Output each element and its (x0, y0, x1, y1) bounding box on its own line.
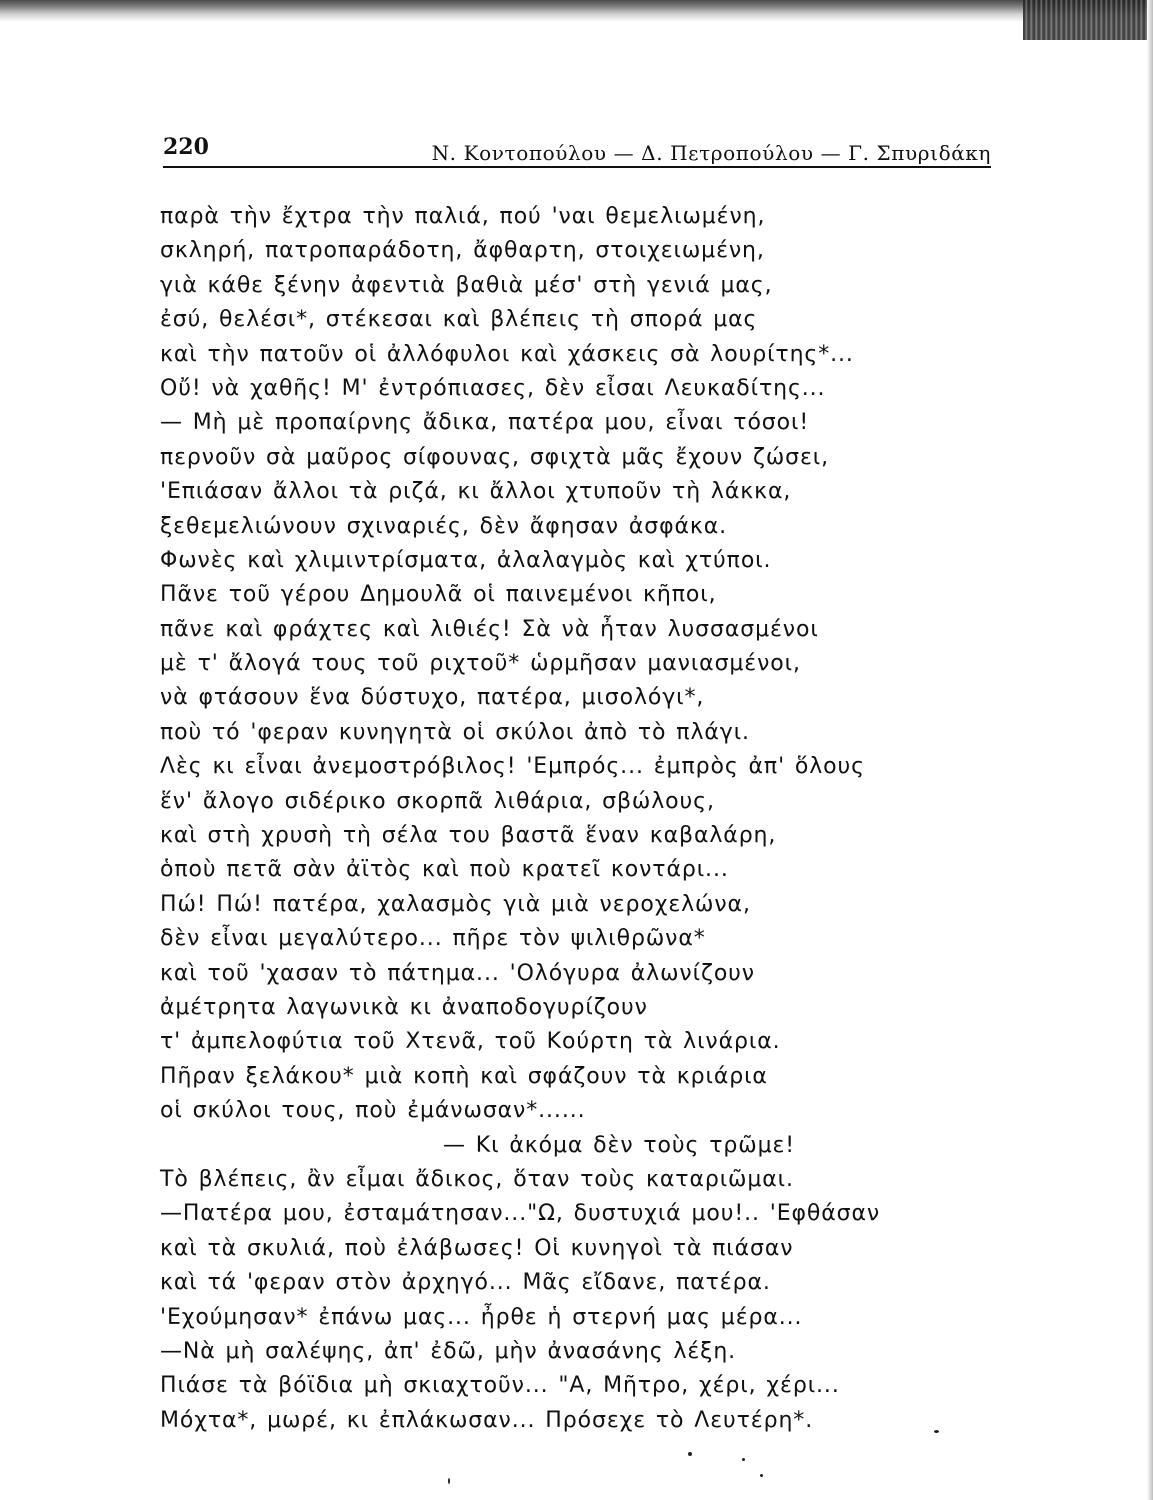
poem-line: Μόχτα*, μωρέ, κι ἐπλάκωσαν... Πρόσεχε τὸ Λευτέρη*. (160, 1407, 814, 1433)
scan-speck (688, 1452, 692, 1456)
poem-line: ἕν' ἄλογο σιδέρικο σκορπᾶ λιθάρια, σβώλους, (160, 788, 715, 814)
scan-binding-shadow (1023, 0, 1153, 40)
poem-line: ὁποὺ πετᾶ σὰν ἀϊτὸς καὶ ποὺ κρατεῖ κοντάρι... (160, 857, 729, 883)
poem-line: Τὸ βλέπεις, ἂν εἶμαι ἄδικος, ὅταν τοὺς καταριῶμαι. (160, 1166, 794, 1192)
poem-line: —Νὰ μὴ σαλέψης, ἀπ' ἐδῶ, μὴν ἀνασάνης λέξη. (160, 1338, 737, 1364)
poem-line: καὶ τὴν πατοῦν οἱ ἀλλόφυλοι καὶ χάσκεις σὰ λουρίτης*... (160, 341, 854, 367)
poem-line: δὲν εἶναι μεγαλύτερο... πῆρε τὸν ψιλιθρῶνα* (160, 926, 706, 952)
poem-line-indented: — Κι ἀκόμα δὲν τοὺς τρῶμε! (443, 1132, 795, 1158)
poem-line: Λὲς κι εἶναι ἀνεμοστρόβιλος! 'Εμπρός... ἐμπρὸς ἀπ' ὅλους (160, 754, 865, 780)
poem-line: καὶ τὰ σκυλιά, ποὺ ἐλάβωσες! Οἱ κυνηγοὶ τὰ πιάσαν (160, 1235, 794, 1261)
scan-top-edge (0, 0, 1153, 22)
scan-speck (448, 1478, 450, 1484)
poem-line: —Πατέρα μου, ἐσταμάτησαν..."Ω, δυστυχιά μου!.. 'Εφθάσαν (160, 1201, 881, 1227)
poem-line: Πώ! Πώ! πατέρα, χαλασμὸς γιὰ μιὰ νεροχελώνα, (160, 891, 751, 917)
poem-line: — Μὴ μὲ προπαίρνης ἄδικα, πατέρα μου, εἶναι τόσοι! (160, 410, 810, 436)
poem-line: ξεθεμελιώνουν σχιναριές, δὲν ἄφησαν ἀσφάκα. (160, 513, 728, 539)
poem-line: πᾶνε καὶ φράχτες καὶ λιθιές! Σὰ νὰ ἦταν λυσσασμένοι (160, 616, 819, 642)
poem-line: περνοῦν σὰ μαῦρος σίφουνας, σφιχτὰ μᾶς ἔχουν ζώσει, (160, 444, 830, 470)
poem-line: μὲ τ' ἄλογά τους τοῦ ριχτοῦ* ὡρμῆσαν μανιασμένοι, (160, 651, 801, 677)
page-number: 220 (163, 134, 209, 160)
poem-text (160, 200, 960, 1438)
poem-line: καὶ τοῦ 'χασαν τὸ πάτημα... 'Ολόγυρα ἀλωνίζουν (160, 960, 755, 986)
poem-line: 'Επιάσαν ἄλλοι τὰ ριζά, κι ἄλλοι χτυποῦν τὴ λάκκα, (160, 479, 792, 505)
poem-line: Πᾶνε τοῦ γέρου Δημουλᾶ οἱ παινεμένοι κῆποι, (160, 582, 717, 608)
poem-line: ἀμέτρητα λαγωνικὰ κι ἀναποδογυρίζουν (160, 994, 648, 1020)
poem-line: οἱ σκύλοι τους, ποὺ ἐμάνωσαν*...... (160, 1098, 586, 1124)
poem-line: ἐσύ, θελέσι*, στέκεσαι καὶ βλέπεις τὴ σπορά μας (160, 307, 758, 333)
poem-line: 'Εχούμησαν* ἐπάνω μας... ἦρθε ἡ στερνή μας μέρα... (160, 1304, 803, 1330)
poem-line: Φωνὲς καὶ χλιμιντρίσματα, ἀλαλαγμὸς καὶ χτύποι. (160, 547, 772, 573)
poem-line: καὶ τά 'φεραν στὸν ἀρχηγό... Μᾶς εἴδανε, πατέρα. (160, 1270, 771, 1296)
scan-speck (934, 1430, 939, 1433)
poem-line: Πιάσε τὰ βόϊδια μὴ σκιαχτοῦν... "Α, Μῆτρο, χέρι, χέρι... (160, 1373, 840, 1399)
poem-line: ποὺ τό 'φεραν κυνηγητὰ οἱ σκύλοι ἀπὸ τὸ πλάγι. (160, 719, 750, 745)
scan-speck (742, 1458, 745, 1461)
poem-line: γιὰ κάθε ξένην ἀφεντιὰ βαθιὰ μέσ' στὴ γενιά μας, (160, 272, 773, 298)
scan-right-edge (1147, 0, 1153, 1500)
poem-line: καὶ στὴ χρυσὴ τὴ σέλα του βαστᾶ ἕναν καβαλάρη, (160, 823, 777, 849)
poem-line: νὰ φτάσουν ἕνα δύστυχο, πατέρα, μισολόγι*, (160, 685, 705, 711)
poem-line: τ' ἀμπελοφύτια τοῦ Χτενᾶ, τοῦ Κούρτη τὰ λινάρια. (160, 1029, 781, 1055)
poem-line: παρὰ τὴν ἔχτρα τὴν παλιά, πού 'ναι θεμελιωμένη, (160, 204, 766, 229)
header-rule (163, 166, 991, 168)
poem-line: Πῆραν ξελάκου* μιὰ κοπὴ καὶ σφάζουν τὰ κριάρια (160, 1063, 768, 1089)
scan-speck (760, 1474, 763, 1477)
poem-line: Οὔ! νὰ χαθῆς! Μ' ἐντρόπιασες, δὲν εἶσαι Λευκαδίτης... (160, 375, 826, 401)
running-head-authors: Ν. Κοντοπούλου — Δ. Πετροπούλου — Γ. Σπυριδάκη (431, 141, 991, 165)
page-header (163, 128, 991, 172)
poem-line: σκληρή, πατροπαράδοτη, ἄφθαρτη, στοιχειωμένη, (160, 238, 765, 264)
